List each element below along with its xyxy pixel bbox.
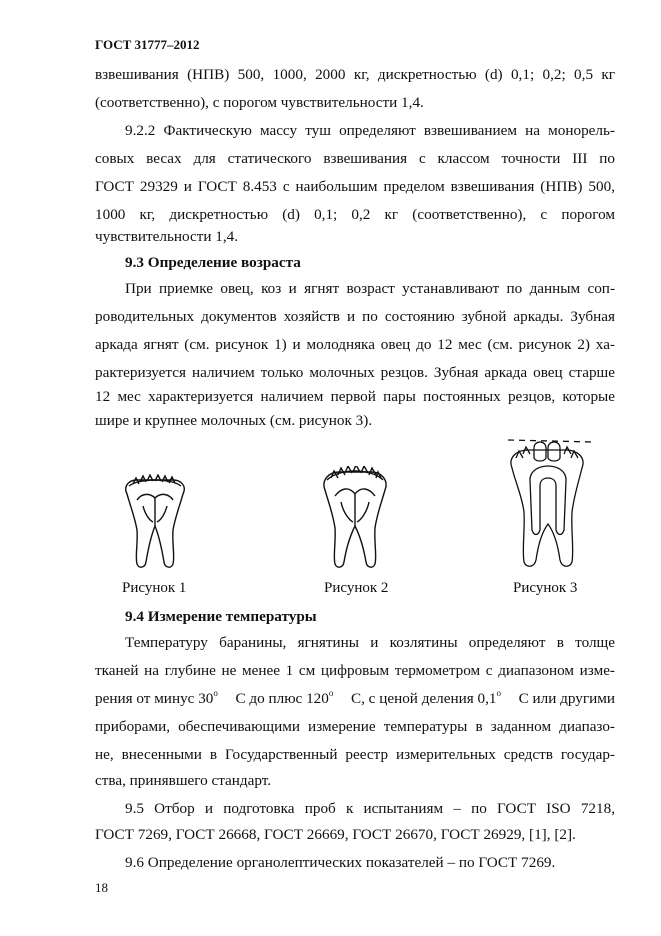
text-line: 9.5 Отбор и подготовка проб к испытаниям – по ГОСТ ISO 7218, [125, 800, 615, 817]
temperature-max: С до плюс 120$^o$ [235, 688, 334, 707]
text-line: При приемке овец, коз и ягнят возраст устанавливают по данным соп- [125, 280, 615, 297]
text-line: ГОСТ 29329 и ГОСТ 8.453 с наибольшим пределом взвешивания (НПВ) 500, [95, 178, 615, 195]
degree-sign: o [328, 688, 334, 698]
text-line: приборами, обеспечивающими измерение температуры в заданном диапазо- [95, 718, 615, 735]
text-line: 9.6 Определение органолептических показателей – по ГОСТ 7269. [125, 854, 556, 871]
text-line: аркада ягнят (см. рисунок 1) и молодняка овец до 12 мес (см. рисунок 2) ха- [95, 336, 615, 353]
text-line: ГОСТ 7269, ГОСТ 26668, ГОСТ 26669, ГОСТ 26670, ГОСТ 26929, [1], [2]. [95, 826, 576, 843]
text-line: роводительных документов хозяйств и по состоянию зубной аркады. Зубная [95, 308, 615, 325]
text-line: Температуру баранины, ягнятины и козлятины определяют в толще [125, 634, 615, 651]
text-line-temperature-range [95, 690, 615, 708]
text-line: шире и крупнее молочных (см. рисунок 3). [95, 412, 373, 429]
text-line: чувствительности 1,4. [95, 228, 239, 245]
text-line: взвешивания (НПВ) 500, 1000, 2000 кг, дискретностью (d) 0,1; 0,2; 0,5 кг [95, 66, 615, 83]
tooth-figure-3 [500, 436, 595, 574]
figure-caption-3: Рисунок 3 [513, 580, 578, 596]
figure-caption-1: Рисунок 1 [122, 580, 187, 596]
tooth-figure-2 [315, 466, 395, 574]
text-line: 9.2.2 Фактическую массу туш определяют взвешиванием на монорель- [125, 122, 615, 139]
tooth-figure-1 [115, 474, 195, 574]
text-line: совых весах для статического взвешивания с классом точности III по [95, 150, 615, 167]
figure-caption-2: Рисунок 2 [324, 580, 389, 596]
temperature-min: рения от минус 30$^o$ [95, 688, 218, 707]
text-line: ства, принявшего стандарт. [95, 772, 272, 789]
text-line: рактеризуется наличием только молочных резцов. Зубная аркада овец старше [95, 364, 615, 381]
text-line: (соответственно), с порогом чувствительности 1,4. [95, 94, 424, 111]
section-heading-9-3: 9.3 Определение возраста [125, 254, 301, 271]
degree-sign: o [213, 688, 218, 698]
text-line: не, внесенными в Государственный реестр измерительных средств государ- [95, 746, 615, 763]
text-fragment: С или другими [518, 690, 615, 707]
text-line: тканей на глубине не менее 1 см цифровым термометром с диапазоном изме- [95, 662, 615, 679]
text-line: 1000 кг, дискретностью (d) 0,1; 0,2 кг (соответственно), с порогом [95, 206, 615, 223]
text-line: 12 мес характеризуется наличием первой пары постоянных резцов, которые [95, 388, 615, 405]
temperature-division: С, с ценой деления 0,1$^o$ [350, 688, 502, 707]
section-heading-9-4: 9.4 Измерение температуры [125, 608, 317, 625]
document-header: ГОСТ 31777–2012 [95, 37, 200, 52]
page-number: 18 [95, 880, 108, 895]
degree-sign: o [496, 688, 502, 698]
